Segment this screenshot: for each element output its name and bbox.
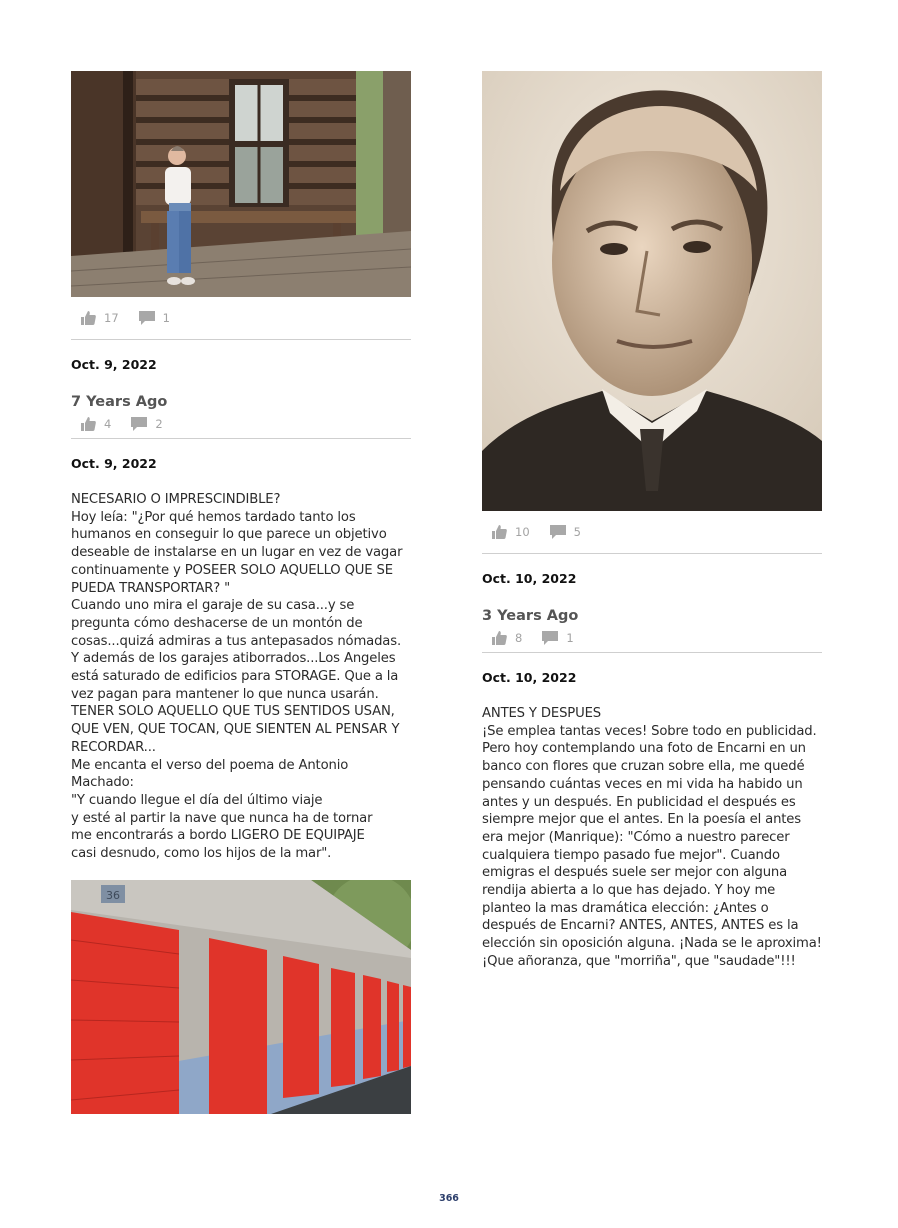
post-text: ANTES Y DESPUES ¡Se emplea tantas veces! Sobre todo en publicidad. Pero hoy contemplando una foto de Encarni en un banco con flores que cruzan sobre ella, me quedé pensando cuántas veces en mi vida ha habido un antes y un después. En publicidad el después es siempre mejor que el antes. En la poesía el antes era mejor (Manrique): "Cómo a nuestro parecer cualquiera tiempo pasado fue mejor". Cuando emigras el después suele ser mejor con alguna rendija abierta a lo que has dejado. Y hoy me planteo la mas dramática elección: ¿Antes o después de Encarni? ANTES, ANTES, ANTES es la elección sin oposición alguna. ¡Nada se le aproxima! ¡Que añoranza, que "morriña", que "saudade"!!!: [482, 706, 822, 969]
photo-portrait: [482, 71, 822, 511]
page-number: 366: [439, 1193, 459, 1204]
comment-stat[interactable]: [131, 417, 162, 431]
comment-stat[interactable]: [550, 525, 581, 539]
post-text: NECESARIO O IMPRESCINDIBLE? Hoy leía: "¿Por qué hemos tardado tanto los humanos en conseguir lo que parece un objetivo deseable de instalarse en un lugar en vez de vagar continuamente y POSEER SOLO AQUELLO QUE SE PUEDA TRANSPORTAR? " Cuando uno mira el garaje de su casa...y se pregunta cómo deshacerse de un montón de cosas...quizá admiras a tus antepasados nómadas. Y además de los garajes atiborrados...Los Angeles está saturado de edificios para STORAGE. Que a la vez pagan para mantener lo que nunca usarán. TENER SOLO AQUELLO QUE TUS SENTIDOS USAN, QUE VEN, QUE TOCAN, QUE SIENTEN AL PENSAR Y RECORDAR... Me encanta el verso del poema de Antonio Machado: "Y cuando llegue el día del último viaje y esté al partir la nave que nunca ha de tornar me encontrarás a bordo LIGERO DE EQUIPAJE casi desnudo, como los hijos de la mar".: [71, 492, 403, 862]
comment-bubble-icon: [550, 525, 566, 539]
unit-number-label: 36: [106, 888, 120, 902]
left-column: [71, 71, 411, 1114]
like-stat[interactable]: [81, 417, 111, 431]
comment-bubble-icon: [542, 631, 558, 645]
comment-count: 2: [155, 417, 163, 431]
entry-stats: [71, 297, 411, 340]
like-count: 17: [104, 311, 119, 325]
comment-count: 1: [566, 631, 574, 645]
entry-stats: [482, 511, 822, 554]
like-count: 4: [104, 417, 112, 431]
right-column: [482, 71, 822, 971]
entry-title: 7 Years Ago: [71, 394, 168, 410]
comment-bubble-icon: [131, 417, 147, 431]
entry-stats: [71, 410, 411, 439]
thumbs-up-icon: [492, 631, 507, 645]
like-count: 8: [515, 631, 523, 645]
entry-date: Oct. 10, 2022: [482, 571, 577, 586]
thumbs-up-icon: [492, 525, 507, 539]
log-cabin-image: [71, 71, 411, 297]
comment-count: 1: [162, 311, 170, 325]
thumbs-up-icon: [81, 311, 96, 325]
entry-stats: [482, 624, 822, 653]
entry-title: 3 Years Ago: [482, 608, 579, 624]
comment-stat[interactable]: [139, 311, 170, 325]
entry-date: Oct. 9, 2022: [71, 357, 157, 372]
entry-date: Oct. 10, 2022: [482, 670, 577, 685]
photo-log-cabin: [71, 71, 411, 297]
portrait-image: [482, 71, 822, 511]
like-stat[interactable]: [492, 631, 522, 645]
like-stat[interactable]: [81, 311, 119, 325]
comment-count: 5: [573, 525, 581, 539]
entry-date: Oct. 9, 2022: [71, 456, 157, 471]
thumbs-up-icon: [81, 417, 96, 431]
like-count: 10: [515, 525, 530, 539]
photo-storage-units: [71, 880, 411, 1114]
like-stat[interactable]: [492, 525, 530, 539]
comment-stat[interactable]: [542, 631, 573, 645]
storage-units-image: [71, 880, 411, 1114]
comment-bubble-icon: [139, 311, 155, 325]
